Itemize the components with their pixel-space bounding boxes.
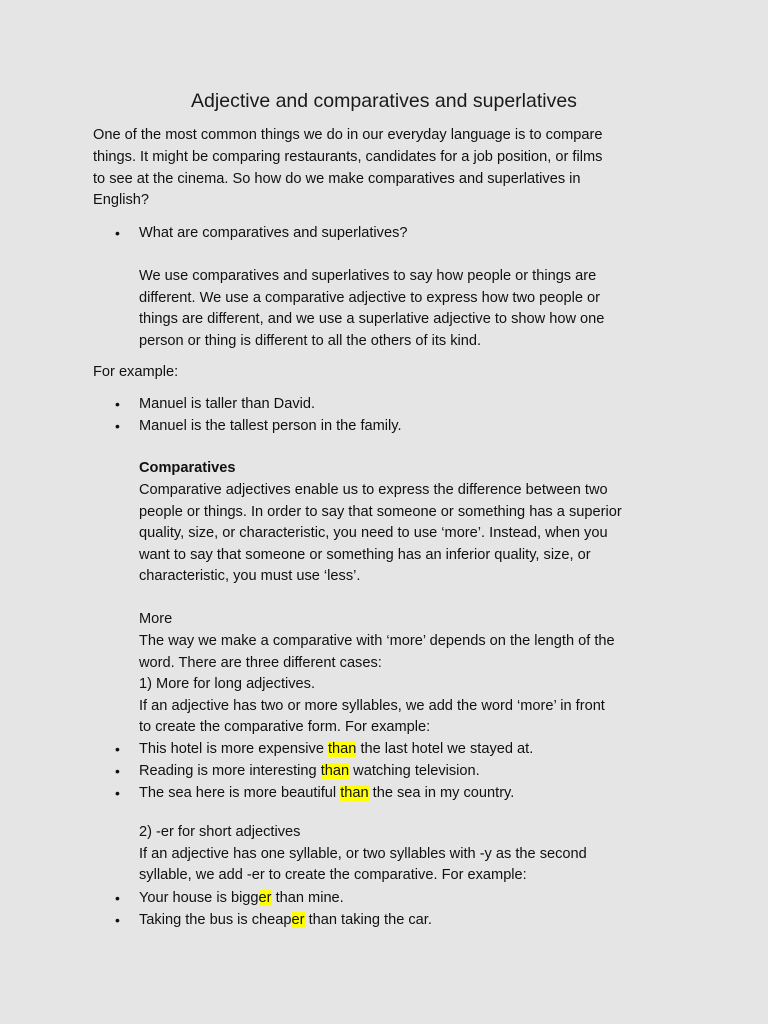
er-line: 2) -er for short adjectives	[139, 824, 301, 840]
example-text: Manuel is the tallest person in the family.	[139, 418, 402, 434]
comparatives-heading: Comparatives	[139, 460, 236, 476]
bullet-icon: •	[115, 890, 120, 906]
intro-line: One of the most common things we do in our everyday language is to compare	[93, 127, 603, 143]
example-suffix: watching television.	[349, 763, 480, 779]
example-prefix: Your house is bigg	[139, 890, 259, 906]
comparatives-line: want to say that someone or something has an inferior quality, size, or	[139, 546, 591, 563]
highlighted-word: than	[320, 763, 350, 779]
more-heading: More	[139, 611, 173, 627]
er-example-text	[139, 888, 344, 910]
example-suffix: the last hotel we stayed at.	[356, 741, 534, 757]
bullet-icon: •	[115, 396, 120, 412]
example-suffix: than taking the car.	[304, 912, 432, 928]
answer-line: things are different, and we use a superlative adjective to show how one	[139, 311, 605, 328]
bullet-icon: •	[115, 225, 120, 241]
bullet-icon: •	[115, 741, 120, 757]
more-line: word. There are three different cases:	[139, 654, 382, 671]
example-suffix: than mine.	[271, 890, 344, 906]
for-example-label: For example:	[93, 364, 179, 380]
more-example-text	[139, 739, 533, 761]
bullet-icon: •	[115, 763, 120, 779]
example-suffix: the sea in my country.	[368, 785, 515, 801]
highlighted-word: than	[340, 785, 369, 801]
example-prefix: Reading is more interesting	[139, 763, 321, 779]
more-example-text	[139, 783, 514, 805]
er-line: syllable, we add -er to create the comparative. For example:	[139, 867, 527, 884]
page-title: Adjective and comparatives and superlatives	[191, 90, 577, 112]
bullet-icon: •	[115, 785, 120, 801]
comparatives-line: characteristic, you must use ‘less’.	[139, 568, 361, 585]
more-line: If an adjective has two or more syllables, we add the word ‘more’ in front	[139, 697, 605, 714]
more-line: 1) More for long adjectives.	[139, 676, 316, 693]
bullet-icon: •	[115, 912, 120, 928]
example-text: Manuel is taller than David.	[139, 396, 316, 412]
bullet-icon: •	[115, 418, 120, 434]
er-line: If an adjective has one syllable, or two syllables with -y as the second	[139, 845, 587, 862]
question-text: What are comparatives and superlatives?	[139, 225, 408, 241]
intro-paragraph	[93, 125, 693, 212]
more-line: to create the comparative form. For example:	[139, 719, 431, 736]
intro-line: English?	[93, 192, 149, 209]
answer-paragraph	[139, 266, 699, 352]
example-prefix: The sea here is more beautiful	[139, 785, 341, 801]
highlighted-suffix: er	[291, 912, 305, 928]
answer-line: different. We use a comparative adjective to express how two people or	[139, 289, 601, 306]
er-paragraph	[139, 822, 699, 887]
answer-line: person or thing is different to all the others of its kind.	[139, 332, 482, 349]
answer-line: We use comparatives and superlatives to say how people or things are	[139, 268, 597, 284]
intro-line: to see at the cinema. So how do we make comparatives and superlatives in	[93, 170, 581, 187]
comparatives-line: quality, size, or characteristic, you need to use ‘more’. Instead, when you	[139, 525, 608, 542]
more-line: The way we make a comparative with ‘more’ depends on the length of the	[139, 633, 615, 649]
intro-line: things. It might be comparing restaurants, candidates for a job position, or films	[93, 148, 603, 165]
comparatives-line: Comparative adjectives enable us to express the difference between two	[139, 482, 608, 498]
comparatives-line: people or things. In order to say that someone or something has a superior	[139, 503, 622, 520]
highlighted-word: than	[328, 741, 357, 757]
highlighted-suffix: er	[258, 890, 272, 906]
example-prefix: Taking the bus is cheap	[139, 912, 292, 928]
example-prefix: This hotel is more expensive	[139, 741, 328, 757]
comparatives-paragraph	[139, 480, 699, 588]
more-example-text	[139, 761, 480, 783]
er-example-text	[139, 910, 432, 932]
more-paragraph	[139, 631, 699, 739]
